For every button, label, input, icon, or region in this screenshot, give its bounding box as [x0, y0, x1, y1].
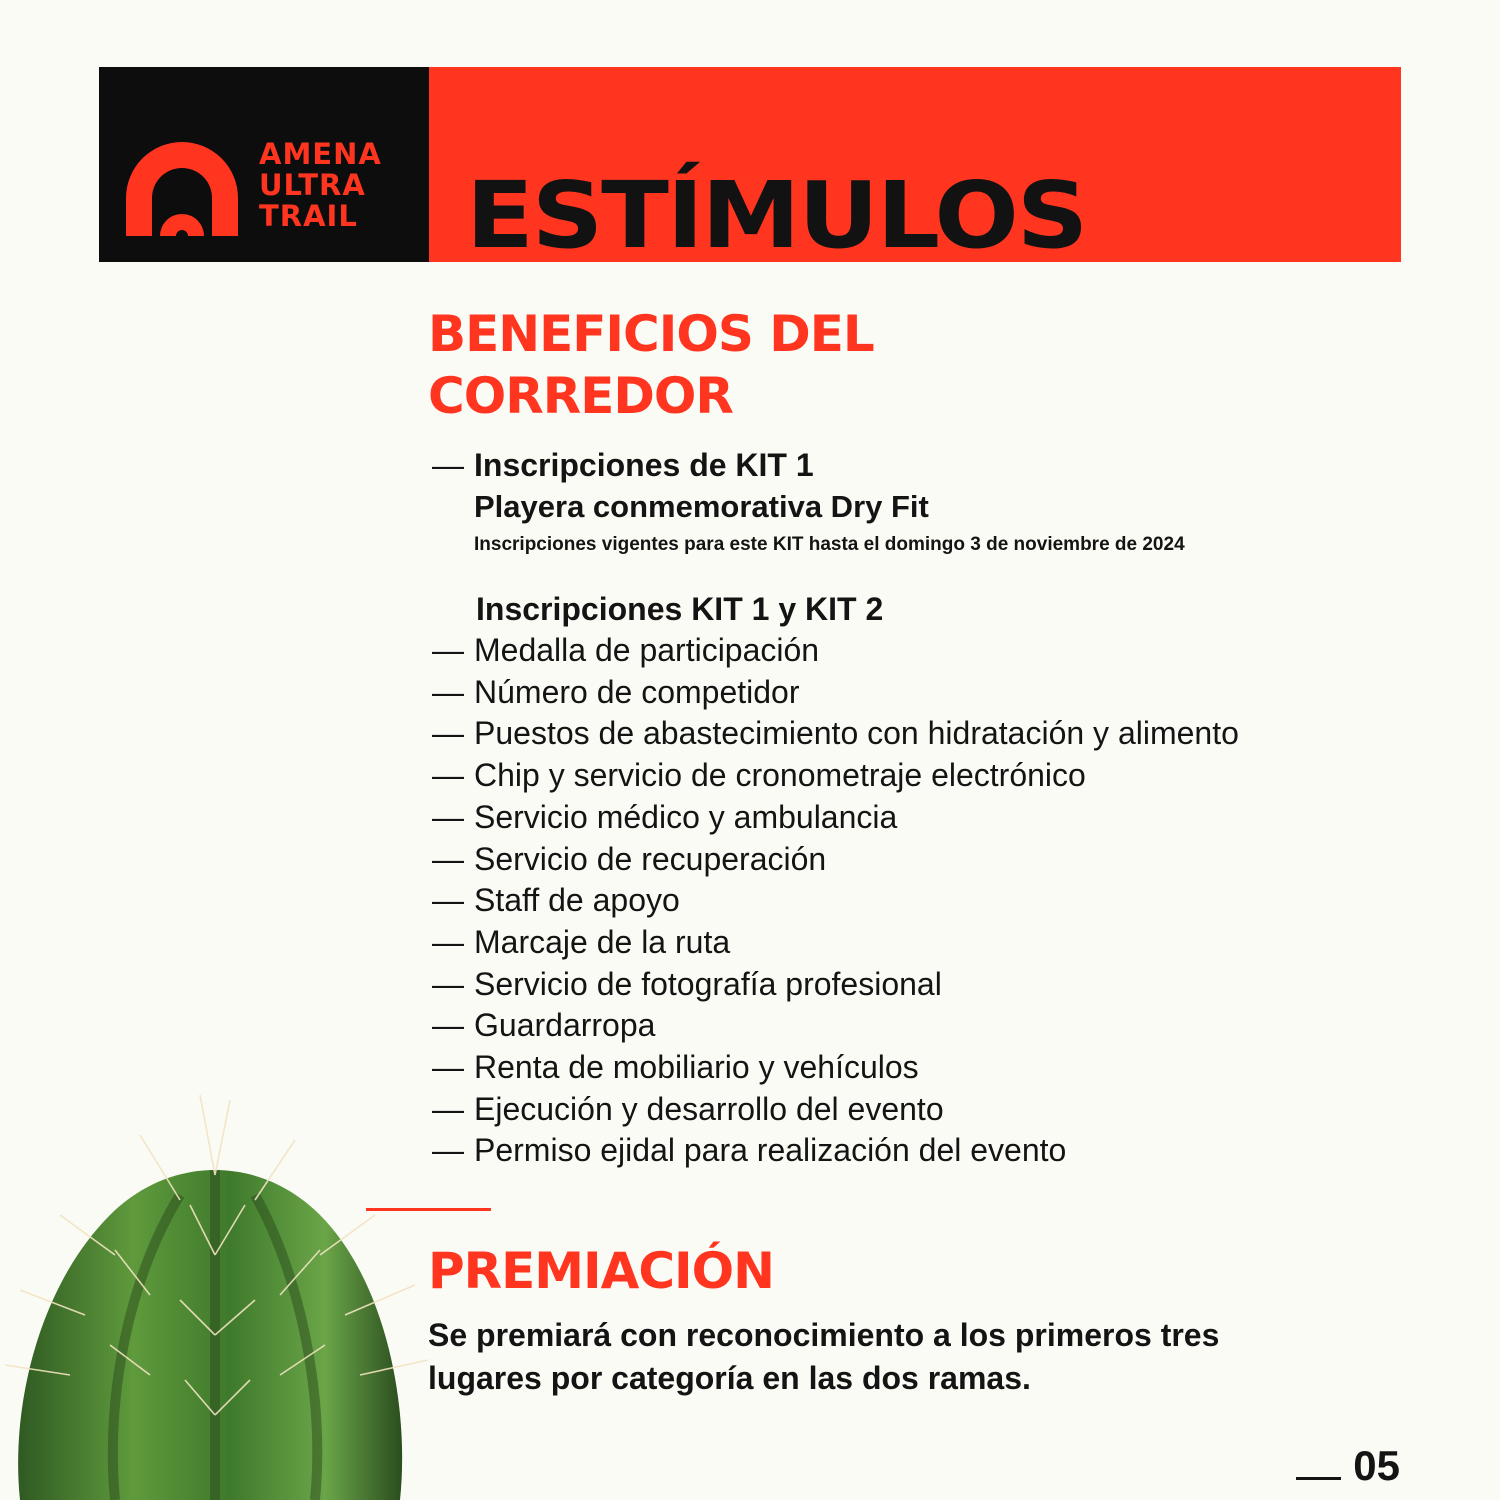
list-item-text: Ejecución y desarrollo del evento	[474, 1090, 944, 1127]
dash-bullet: —	[432, 757, 464, 794]
arch-logo-icon	[126, 140, 238, 236]
list-item	[432, 1130, 1239, 1172]
list-item-text: Guardarropa	[474, 1007, 656, 1044]
list-item-text: Chip y servicio de cronometraje electrónico	[474, 757, 1086, 794]
page-number-text: 05	[1353, 1442, 1400, 1489]
list-item-text: Staff de apoyo	[474, 882, 680, 919]
dash-bullet: —	[432, 632, 464, 668]
cactus-image	[0, 1075, 430, 1500]
kit1-note: Inscripciones vigentes para este KIT hasta el domingo 3 de noviembre de 2024	[474, 534, 1185, 555]
list-item	[432, 922, 1239, 964]
dash-bullet: —	[432, 882, 464, 919]
awards-title: PREMIACIÓN	[428, 1242, 775, 1300]
list-item-text: Permiso ejidal para realización del evento	[474, 1132, 1067, 1169]
logo-line: AMENA	[259, 137, 382, 171]
dash-bullet: —	[432, 798, 464, 835]
list-item	[432, 964, 1239, 1006]
dash-bullet: —	[432, 447, 464, 483]
kit1-item: Playera conmemorativa Dry Fit	[474, 489, 929, 524]
list-item	[432, 1005, 1239, 1047]
list-item-text: Número de competidor	[474, 673, 800, 710]
logo-panel	[99, 67, 429, 262]
dash-bullet: —	[432, 965, 464, 1002]
dash-bullet: —	[432, 715, 464, 752]
header-banner	[99, 67, 1401, 269]
list-item-text: Renta de mobiliario y vehículos	[474, 1049, 919, 1086]
list-item-text: Marcaje de la ruta	[474, 923, 731, 960]
benefits-list	[432, 630, 1239, 1172]
list-item	[432, 713, 1239, 755]
dash-bullet: —	[432, 1049, 464, 1086]
dash-bullet: —	[432, 1090, 464, 1127]
list-item	[432, 672, 1239, 714]
dash-bullet: —	[432, 1007, 464, 1044]
logo-line: ULTRA	[259, 168, 366, 202]
page-number-line	[1296, 1477, 1341, 1480]
page-title: ESTÍMULOS	[466, 162, 1087, 269]
list-item	[432, 755, 1239, 797]
dash-bullet: —	[432, 923, 464, 960]
dash-bullet: —	[432, 840, 464, 877]
list-item-text: Medalla de participación	[474, 632, 820, 668]
list-item-text: Servicio de recuperación	[474, 840, 827, 877]
dash-bullet: —	[432, 1132, 464, 1169]
list-item	[432, 1047, 1239, 1089]
list-item	[432, 880, 1239, 922]
title-panel	[429, 67, 1401, 269]
list-item	[432, 797, 1239, 839]
kit1-block	[432, 444, 1185, 558]
list-item-text: Servicio médico y ambulancia	[474, 798, 898, 835]
dash-bullet: —	[432, 673, 464, 710]
logo-line: TRAIL	[259, 199, 358, 233]
kit2-heading: Inscripciones KIT 1 y KIT 2	[476, 591, 884, 627]
list-item	[432, 630, 1239, 672]
list-item	[432, 1089, 1239, 1131]
awards-text: Se premiará con reconocimiento a los primeros tres lugares por categoría en las dos ramas.	[428, 1317, 1220, 1396]
logo-wordmark	[259, 137, 382, 233]
benefits-title: BENEFICIOS DEL CORREDOR	[428, 305, 874, 425]
page-number	[1296, 1442, 1400, 1490]
list-item-text: Servicio de fotografía profesional	[474, 965, 942, 1002]
list-item	[432, 839, 1239, 881]
kit1-heading: Inscripciones de KIT 1	[474, 447, 814, 483]
list-item-text: Puestos de abastecimiento con hidratación y alimento	[474, 715, 1239, 752]
